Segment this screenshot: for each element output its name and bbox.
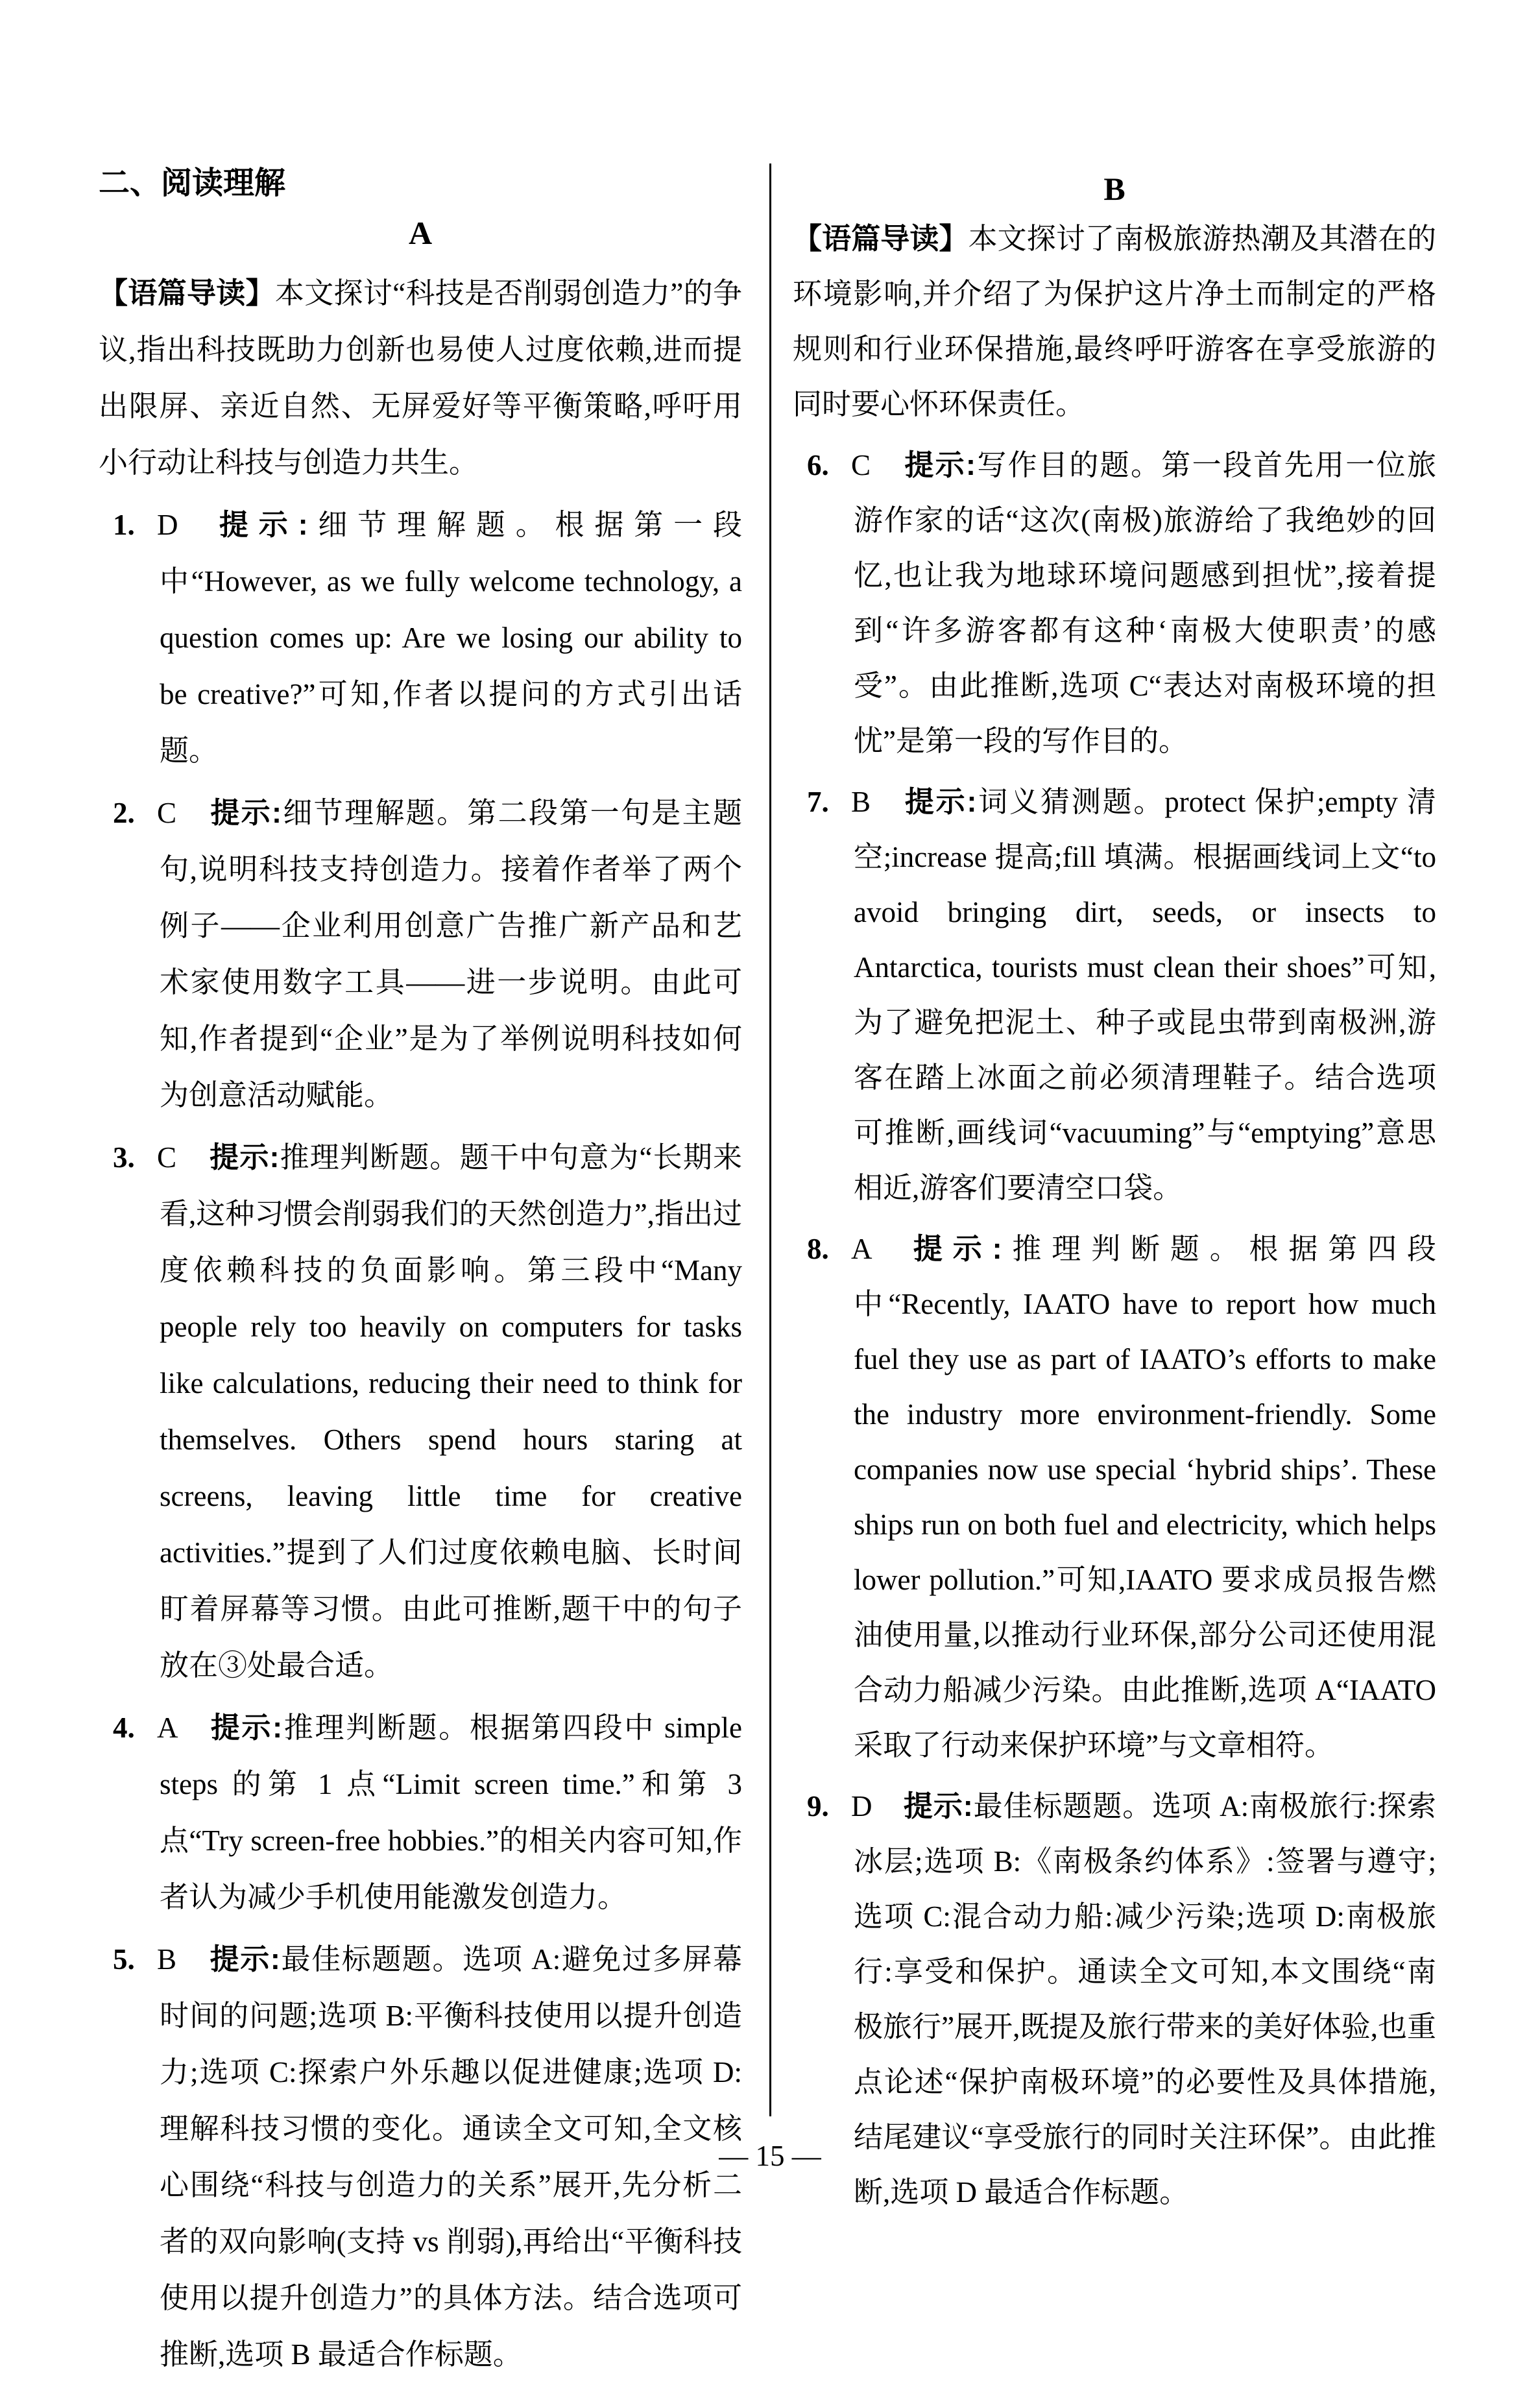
item-number: 3. [113, 1141, 135, 1174]
tip-label: 提示: [903, 785, 977, 818]
tip-label: 提示: [903, 448, 976, 481]
intro-text: 本文探讨了南极旅游热潮及其潜在的环境影响,并介绍了为保护这片净土而制定的严格规则和行业环保措施,最终呼吁游客在享受旅游的同时要心怀环保责任。 [793, 223, 1436, 420]
item-answer: B [157, 1943, 177, 1976]
item-answer: D [851, 1790, 872, 1822]
intro-label: 【语篇导读】 [793, 222, 969, 255]
answer-item-7 [793, 774, 1436, 1216]
intro-text: 本文探讨“科技是否削弱创造力”的争议,指出科技既助力创新也易使人过度依赖,进而提出限屏、亲近自然、无屏爱好等平衡策略,呼吁用小行动让科技与创造力共生。 [99, 277, 742, 479]
item-number: 4. [113, 1712, 135, 1744]
right-column [793, 171, 1436, 2220]
item-answer: C [157, 1141, 177, 1174]
item-answer: C [851, 449, 871, 481]
item-explanation: 写作目的题。第一段首先用一位旅游作家的话“这次(南极)旅游给了我绝妙的回忆,也让我为地球环境问题感到担忧”,接着提到“许多游客都有这种‘南极大使职责’的感受”。由此推断,选项 C“表达对南极环境的担忧”是第一段的写作目的。 [854, 449, 1436, 757]
tip-label: 提示: [209, 1942, 280, 1976]
item-explanation: 细节理解题。根据第一段中“However, as we fully welcome technology, a question comes up: Are we losing our ability to be creative?”可知,作者以提问的方式引出话题。 [160, 509, 742, 767]
section-title: 二、阅读理解 [99, 166, 286, 200]
item-number: 7. [807, 786, 829, 818]
item-answer: C [157, 797, 177, 829]
item-answer: B [851, 786, 871, 818]
item-number: 2. [113, 797, 135, 829]
tip-label: 提示: [209, 1711, 283, 1744]
item-answer: A [157, 1712, 178, 1744]
answer-item-8 [793, 1221, 1436, 1773]
page-number: — 15 — [719, 2140, 821, 2172]
item-explanation: 推理判断题。题干中句意为“长期来看,这种习惯会削弱我们的天然创造力”,指出过度依赖科技的负面影响。第三段中“Many people rely too heavily on computers for tasks like calculations, reducing their need to think for themselves. Others spend hours staring at screens, leaving little time for creative activities.”提到了人们过度依赖电脑、长时间盯着屏幕等习惯。由此可推断,题干中的句子放在③处最合适。 [160, 1141, 742, 1682]
tip-label: 提示: [209, 508, 308, 541]
left-column [99, 165, 742, 2383]
passage-b-heading: B [1103, 171, 1125, 207]
item-number: 6. [807, 449, 829, 481]
item-explanation: 细节理解题。第二段第一句是主题句,说明科技支持创造力。接着作者举了两个例子——企业利用创意广告推广新产品和艺术家使用数字工具——进一步说明。由此可知,作者提到“企业”是为了举例说明科技如何为创意活动赋能。 [160, 797, 742, 1111]
tip-label: 提示: [209, 1141, 280, 1174]
item-explanation: 推理判断题。根据第四段中“Recently, IAATO have to report how much fuel they use as part of IAATO’s efforts to make the industry more environment-friendly. Some companies now use special ‘hybrid ships’. These ships run on both fuel and electricity, which helps lower pollution.”可知,IAATO 要求成员报告燃油使用量,以推动行业环保,部分公司还使用混合动力船减少污染。由此推断,选项 A“IAATO 采取了行动来保护环境”与文章相符。 [854, 1233, 1436, 1761]
answer-item-2 [99, 784, 742, 1124]
passage-b-intro [793, 211, 1436, 432]
column-divider [769, 163, 771, 2116]
intro-label: 【语篇导读】 [99, 276, 275, 309]
item-explanation: 推理判断题。根据第四段中 simple steps 的第 1 点“Limit screen time.”和第 3 点“Try screen-free hobbies.”的相关内容可知,作者认为减少手机使用能激发创造力。 [160, 1712, 742, 1913]
item-answer: A [851, 1233, 872, 1265]
item-explanation: 最佳标题题。选项 A:南极旅行:探索冰层;选项 B:《南极条约体系》:签署与遵守;选项 C:混合动力船:减少污染;选项 D:南极旅行:享受和保护。通读全文可知,本文围绕“南极旅行”展开,既提及旅行带来的美好体验,也重点论述“保护南极环境”的必要性及具体措施,结尾建议“享受旅行的同时关注环保”。由此推断,选项 D 最适合作标题。 [854, 1790, 1436, 2208]
tip-label: 提示: [903, 1789, 973, 1822]
item-explanation: 词义猜测题。protect 保护;empty 清空;increase 提高;fill 填满。根据画线词上文“to avoid bringing dirt, seeds, or insects to Antarctica, tourists must clean their shoes”可知,为了避免把泥土、种子或昆虫带到南极洲,游客在踏上冰面之前必须清理鞋子。结合选项可推断,画线词“vacuuming”与“emptying”意思相近,游客们要清空口袋。 [854, 786, 1436, 1204]
item-number: 5. [113, 1943, 135, 1976]
tip-label: 提示: [209, 796, 282, 829]
item-number: 8. [807, 1233, 829, 1265]
item-number: 9. [807, 1790, 829, 1822]
item-number: 1. [113, 509, 135, 541]
answer-item-6 [793, 437, 1436, 769]
item-answer: D [157, 509, 178, 541]
answer-item-3 [99, 1129, 742, 1694]
tip-label: 提示: [903, 1232, 1002, 1265]
passage-a-intro [99, 265, 742, 491]
answer-item-1 [99, 496, 742, 779]
passage-a-heading: A [408, 215, 433, 251]
item-explanation: 最佳标题题。选项 A:避免过多屏幕时间的问题;选项 B:平衡科技使用以提升创造力;选项 C:探索户外乐趣以促进健康;选项 D:理解科技习惯的变化。通读全文可知,全文核心围绕“科技与创造力的关系”展开,先分析二者的双向影响(支持 vs 削弱),再给出“平衡科技使用以提升创造力”的具体方法。结合选项可推断,选项 B 最适合作标题。 [160, 1943, 742, 2371]
answer-item-4 [99, 1699, 742, 1926]
